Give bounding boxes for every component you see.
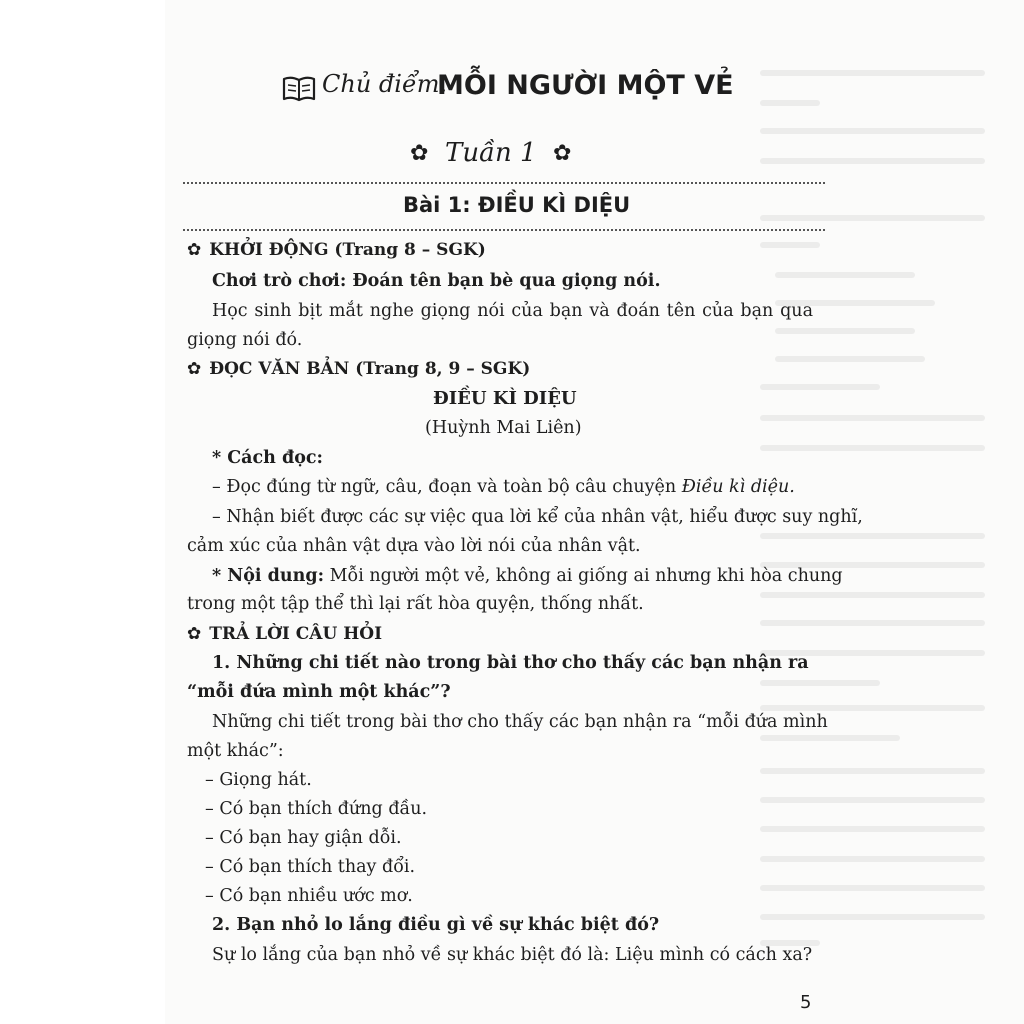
- question-1-line-2: “mỗi đứa mình một khác”?: [187, 682, 451, 702]
- section-answers-heading: ✿ TRẢ LỜI CÂU HỎI: [187, 624, 383, 644]
- how-to-read-item-1: – Đọc đúng từ ngữ, câu, đoạn và toàn bộ câu chuyện Điều kì diệu.: [212, 477, 795, 497]
- how-to-read-item-2-line-2: cảm xúc của nhân vật dựa vào lời nói của nhân vật.: [187, 536, 641, 556]
- text-author: (Huỳnh Mai Liên): [425, 418, 582, 438]
- question-1-line-1: 1. Những chi tiết nào trong bài thơ cho thấy các bạn nhận ra: [212, 653, 809, 673]
- chapter-title: MỖI NGƯỜI MỘT VẺ: [437, 70, 734, 101]
- warmup-game: Chơi trò chơi: Đoán tên bạn bè qua giọng nói.: [212, 271, 661, 291]
- answer-1-item: – Giọng hát.: [205, 770, 312, 790]
- content-line-1: * Nội dung: Mỗi người một vẻ, không ai giống ai nhưng khi hòa chung: [212, 566, 843, 586]
- answer-1-line-2: một khác”:: [187, 741, 284, 761]
- open-book-icon: [282, 75, 316, 103]
- divider-bottom: [183, 229, 825, 231]
- page-number: 5: [800, 992, 812, 1013]
- answer-2: Sự lo lắng của bạn nhỏ về sự khác biệt đó là: Liệu mình có cách xa?: [212, 945, 813, 965]
- warmup-line-2: giọng nói đó.: [187, 330, 303, 350]
- divider-top: [183, 182, 825, 184]
- answer-1-item: – Có bạn thích thay đổi.: [205, 857, 416, 877]
- flower-icon: ✿: [187, 240, 202, 260]
- question-2: 2. Bạn nhỏ lo lắng điều gì về sự khác biệt đó?: [212, 915, 660, 935]
- answer-1-item: – Có bạn thích đứng đầu.: [205, 799, 428, 819]
- text-title: ĐIỀU KÌ DIỆU: [433, 388, 577, 409]
- warmup-line-1: Học sinh bịt mắt nghe giọng nói của bạn và đoán tên của bạn qua: [212, 301, 813, 321]
- answer-1-item: – Có bạn hay giận dỗi.: [205, 828, 402, 848]
- flower-icon: ✿: [553, 141, 572, 166]
- flower-icon: ✿: [187, 359, 202, 379]
- how-to-read-label: * Cách đọc:: [212, 448, 324, 468]
- flower-icon: ✿: [410, 141, 429, 166]
- lesson-title: Bài 1: ĐIỀU KÌ DIỆU: [403, 193, 631, 217]
- section-warmup-heading: ✿ KHỞI ĐỘNG (Trang 8 – SGK): [187, 240, 486, 260]
- how-to-read-item-2-line-1: – Nhận biết được các sự việc qua lời kể của nhân vật, hiểu được suy nghĩ,: [212, 507, 863, 527]
- content-line-2: trong một tập thể thì lại rất hòa quyện, thống nhất.: [187, 594, 644, 614]
- answer-1-line-1: Những chi tiết trong bài thơ cho thấy các bạn nhận ra “mỗi đứa mình: [212, 712, 828, 732]
- chapter-prefix: Chủ điểm.: [322, 70, 448, 98]
- section-reading-heading: ✿ ĐỌC VĂN BẢN (Trang 8, 9 – SGK): [187, 359, 531, 379]
- week-title: Tuần 1: [445, 138, 537, 168]
- flower-icon: ✿: [187, 624, 202, 644]
- answer-1-item: – Có bạn nhiều ước mơ.: [205, 886, 413, 906]
